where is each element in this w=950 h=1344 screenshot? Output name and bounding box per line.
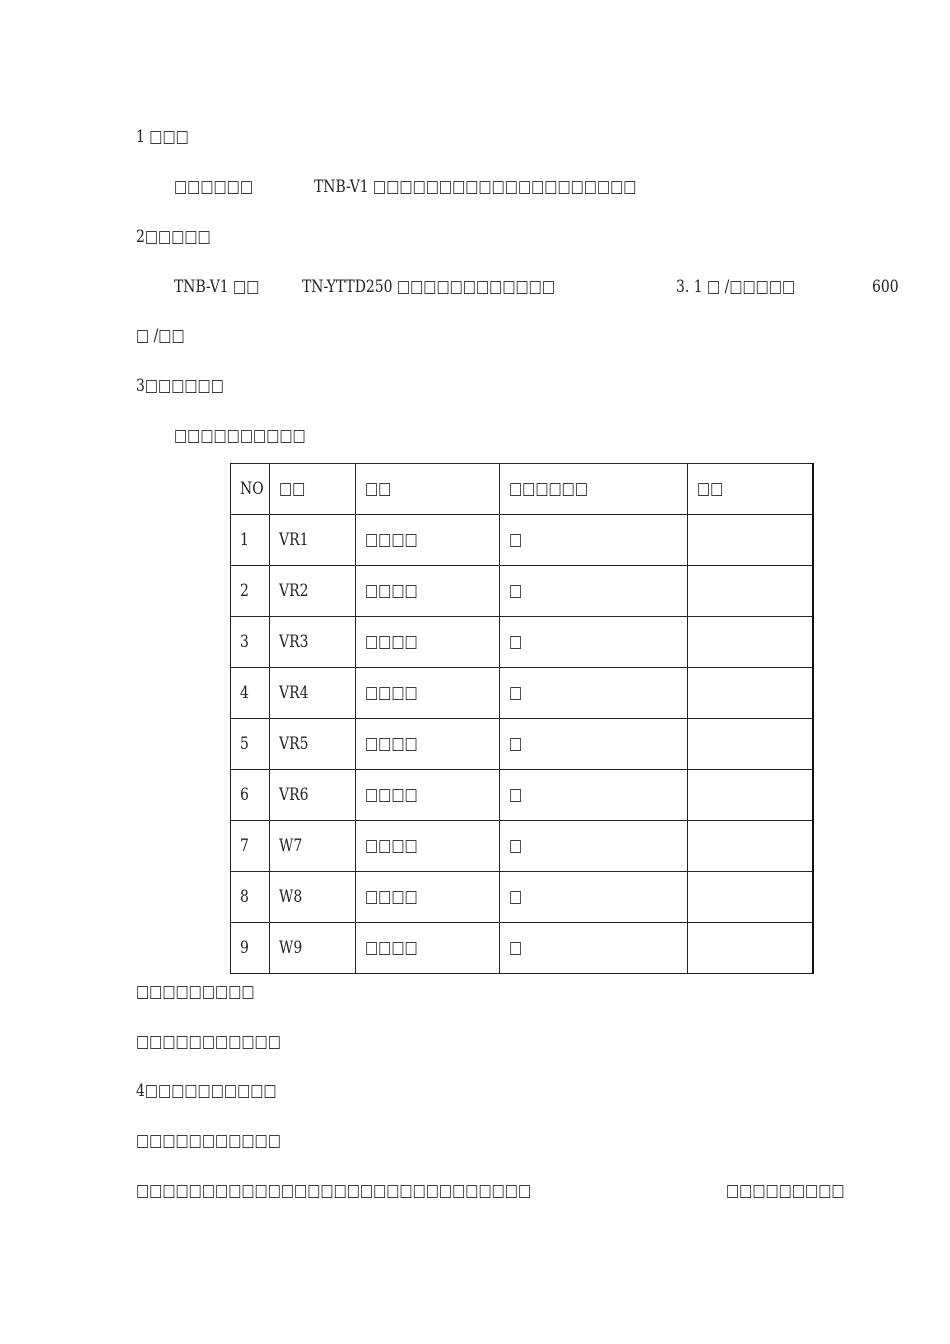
cell-text: □: [509, 938, 523, 958]
cell-code: [270, 923, 356, 974]
cell-name: [356, 515, 500, 566]
cell-text: 5: [240, 734, 249, 754]
note-line-2: □□□□□□□□□□□: [136, 1032, 281, 1052]
table-row: [231, 923, 813, 974]
cell-name: [356, 464, 500, 515]
cell-text: □□□□: [365, 734, 418, 754]
table-header-row: [231, 464, 813, 515]
cell-no: [231, 617, 270, 668]
cell-check: [500, 566, 688, 617]
cell-code: [270, 872, 356, 923]
cell-check: [500, 617, 688, 668]
cell-no: [231, 872, 270, 923]
cell-text: W8: [279, 887, 303, 907]
cell-text: NO: [240, 479, 264, 499]
cell-text: □□□□: [365, 632, 418, 652]
cell-check: [500, 719, 688, 770]
cell-name: [356, 821, 500, 872]
cell-check: [500, 872, 688, 923]
cell-text: 3: [240, 632, 249, 652]
cell-name: [356, 668, 500, 719]
cell-remark: [688, 821, 813, 872]
section-1-heading: 1 □□□: [136, 127, 189, 147]
table-row: [231, 566, 813, 617]
section-4-heading: 4□□□□□□□□□□: [136, 1081, 277, 1101]
cell-text: □: [509, 581, 523, 601]
table-row: [231, 617, 813, 668]
cell-text: □□□□: [365, 683, 418, 703]
note-line-1: □□□□□□□□□: [136, 982, 255, 1002]
section-3-heading: 3□□□□□□: [136, 376, 224, 396]
cell-text: □: [509, 632, 523, 652]
cell-text: □□□□: [365, 887, 418, 907]
cell-text: 9: [240, 938, 249, 958]
cell-text: □□□□: [365, 836, 418, 856]
cell-text: □: [509, 785, 523, 805]
cell-text: □□: [697, 479, 724, 499]
cell-text: □: [509, 683, 523, 703]
table-row: [231, 821, 813, 872]
cell-text: VR3: [279, 632, 309, 652]
cell-no: [231, 770, 270, 821]
cell-code: [270, 668, 356, 719]
section-2-body-continuation: □ /□□: [136, 326, 185, 346]
section-1-body-rest: TNB-V1 □□□□□□□□□□□□□□□□□□□□: [314, 177, 637, 197]
cell-no: [231, 464, 270, 515]
cell-text: 7: [240, 836, 249, 856]
cell-remark: [688, 515, 813, 566]
cell-text: VR5: [279, 734, 309, 754]
section-4-body-line-1: □□□□□□□□□□□: [136, 1131, 281, 1151]
cell-remark: [688, 464, 813, 515]
cell-remark: [688, 668, 813, 719]
cell-text: □: [509, 530, 523, 550]
cell-check: [500, 770, 688, 821]
cell-text: □□: [365, 479, 392, 499]
cell-name: [356, 719, 500, 770]
cell-name: [356, 923, 500, 974]
cell-text: □□□□: [365, 581, 418, 601]
table-row: [231, 872, 813, 923]
cell-check: [500, 515, 688, 566]
cell-text: □□□□: [365, 938, 418, 958]
cell-text: □: [509, 836, 523, 856]
section-4-body-line-2-start: □□□□□□□□□□□□□□□□□□□□□□□□□□□□□□: [136, 1181, 532, 1201]
cell-code: [270, 515, 356, 566]
cell-no: [231, 668, 270, 719]
cell-remark: [688, 872, 813, 923]
cell-text: VR4: [279, 683, 309, 703]
cell-no: [231, 515, 270, 566]
cell-text: □□□□: [365, 530, 418, 550]
cell-text: □: [509, 734, 523, 754]
table-caption: □□□□□□□□□□: [174, 426, 306, 446]
table-row: [231, 515, 813, 566]
cell-remark: [688, 719, 813, 770]
cell-remark: [688, 923, 813, 974]
cell-name: [356, 770, 500, 821]
cell-text: □□□□□□: [509, 479, 589, 499]
cell-text: 8: [240, 887, 249, 907]
cell-text: 1: [240, 530, 249, 550]
cell-check: [500, 923, 688, 974]
cell-text: W9: [279, 938, 303, 958]
cell-text: VR2: [279, 581, 309, 601]
cell-name: [356, 872, 500, 923]
cell-code: [270, 566, 356, 617]
cell-no: [231, 821, 270, 872]
section-2-body-part-1: TNB-V1 □□: [174, 277, 260, 297]
cell-name: [356, 566, 500, 617]
cell-remark: [688, 566, 813, 617]
table-row: [231, 770, 813, 821]
cell-code: [270, 770, 356, 821]
cell-check: [500, 821, 688, 872]
cell-name: [356, 617, 500, 668]
cell-text: W7: [279, 836, 303, 856]
cell-remark: [688, 617, 813, 668]
cell-text: □□□□: [365, 785, 418, 805]
cell-code: [270, 821, 356, 872]
cell-text: 6: [240, 785, 249, 805]
component-table: [230, 463, 814, 974]
cell-text: □: [509, 887, 523, 907]
section-2-body-part-3: 3. 1 □ /□□□□□: [676, 277, 796, 297]
cell-remark: [688, 770, 813, 821]
cell-text: VR6: [279, 785, 309, 805]
cell-no: [231, 923, 270, 974]
table-row: [231, 719, 813, 770]
cell-no: [231, 566, 270, 617]
cell-check: [500, 464, 688, 515]
cell-no: [231, 719, 270, 770]
cell-text: 2: [240, 581, 249, 601]
section-2-body-part-2: TN-YTTD250 □□□□□□□□□□□□: [302, 277, 556, 297]
cell-text: 4: [240, 683, 249, 703]
cell-code: [270, 719, 356, 770]
cell-text: □□: [279, 479, 306, 499]
cell-code: [270, 464, 356, 515]
cell-text: VR1: [279, 530, 309, 550]
section-2-heading: 2□□□□□: [136, 227, 211, 247]
section-4-body-line-2-end: □□□□□□□□□: [726, 1181, 845, 1201]
cell-check: [500, 668, 688, 719]
cell-code: [270, 617, 356, 668]
section-1-body-start: □□□□□□: [174, 177, 254, 197]
table-row: [231, 668, 813, 719]
section-2-body-part-4: 600: [872, 277, 899, 297]
